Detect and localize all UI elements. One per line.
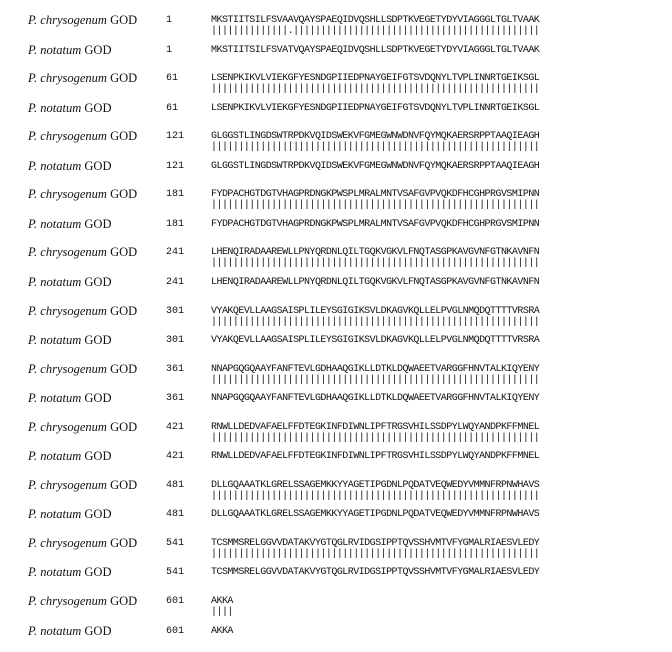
notatum-genus: P.: [28, 507, 38, 522]
notatum-sequence: TCSMMSRELGGVVDATAKVYGTQGLRVIDGSIPPTQVSSHVMTVFYGMALRIAESVLEDY: [211, 567, 540, 579]
notatum-sequence: DLLGQAAATKLGRELSSAGEMKKYYAGETIPGDNLPQDATVEQWEDYVMMNFRPNWHAVS: [211, 509, 540, 521]
chrysogenum-position: 421: [166, 421, 185, 433]
notatum-sequence: RNWLLDEDVAFAELFFDTEGKINFDIWNLIPFTRGSVHILSSDPYLWQYANDPKFFMNEL: [211, 451, 540, 463]
notatum-species: notatum: [40, 507, 82, 522]
chrysogenum-protein: GOD: [110, 477, 138, 492]
chrysogenum-organism-label: [28, 244, 137, 260]
chrysogenum-genus: P.: [28, 129, 38, 144]
notatum-position: 301: [166, 335, 185, 346]
notatum-species: notatum: [40, 333, 82, 347]
match-line: ||||||||||||||||||||||||||||||||||||||||||||||||||||||||||||: [211, 432, 540, 444]
notatum-row: [0, 390, 672, 406]
match-line: ||||||||||||||||||||||||||||||||||||||||||||||||||||||||||||: [211, 84, 540, 96]
chrysogenum-sequence: VYAKQEVLLAAGSAISPLILEYSGIGIKSVLDKAGVKQLLELPVGLNMQDQTTTTVRSRA: [211, 305, 540, 317]
chrysogenum-position: 301: [166, 305, 185, 317]
notatum-genus: P.: [28, 449, 38, 464]
chrysogenum-species: chrysogenum: [40, 361, 107, 376]
notatum-species: notatum: [40, 565, 82, 580]
notatum-protein: GOD: [84, 333, 112, 347]
notatum-organism-label: [28, 274, 111, 290]
notatum-row: [0, 623, 672, 639]
notatum-position: 121: [166, 160, 185, 172]
chrysogenum-species: chrysogenum: [40, 477, 107, 492]
notatum-sequence: MKSTIITSILFSVATVQAYSPAEQIDVQSHLLSDPTKVEGETYDYVIAGGGLTGLTVAAK: [211, 44, 540, 56]
chrysogenum-organism-label: [28, 419, 137, 435]
chrysogenum-position: 481: [166, 479, 185, 491]
chrysogenum-organism-label: [28, 70, 137, 86]
chrysogenum-organism-label: [28, 303, 137, 319]
notatum-organism-label: [28, 42, 111, 58]
chrysogenum-protein: GOD: [110, 419, 138, 434]
chrysogenum-species: chrysogenum: [40, 187, 107, 202]
chrysogenum-organism-label: [28, 186, 137, 202]
chrysogenum-sequence: NNAPGQGQAAYFANFTEVLGDHAAQGIKLLDTKLDQWAEETVARGGFHNVTALKIQYENY: [211, 363, 540, 375]
notatum-organism-label: [28, 158, 111, 174]
notatum-protein: GOD: [84, 274, 112, 289]
chrysogenum-sequence: FYDPACHGTDGTVHAGPRDNGKPWSPLMRALMNTVSAFGVPVQKDFHCGHPRGVSMIPNN: [211, 189, 540, 201]
notatum-row: [0, 42, 672, 58]
chrysogenum-organism-label: [28, 477, 137, 493]
notatum-species: notatum: [40, 391, 82, 406]
chrysogenum-position: 121: [166, 131, 185, 143]
chrysogenum-sequence: RNWLLDEDVAFAELFFDTEGKINFDIWNLIPFTRGSVHILSSDPYLWQYANDPKFFMNEL: [211, 421, 540, 433]
chrysogenum-protein: GOD: [110, 594, 138, 608]
chrysogenum-genus: P.: [28, 303, 38, 318]
notatum-row: [0, 216, 672, 232]
notatum-organism-label: [28, 332, 111, 348]
chrysogenum-sequence: DLLGQAAATKLGRELSSAGEMKKYYAGETIPGDNLPQDATVEQWEDYVMMNFRPNWHAVS: [211, 479, 540, 491]
notatum-genus: P.: [28, 623, 38, 638]
notatum-position: 481: [166, 509, 185, 521]
notatum-organism-label: [28, 564, 111, 580]
notatum-organism-label: [28, 390, 111, 406]
chrysogenum-protein: GOD: [110, 361, 138, 376]
notatum-row: [0, 564, 672, 580]
notatum-row: [0, 158, 672, 174]
chrysogenum-position: 541: [166, 537, 185, 549]
notatum-protein: GOD: [84, 158, 112, 173]
notatum-protein: GOD: [84, 507, 112, 522]
chrysogenum-position: 601: [166, 596, 185, 607]
chrysogenum-organism-label: [28, 535, 137, 551]
chrysogenum-genus: P.: [28, 13, 38, 27]
chrysogenum-position: 181: [166, 189, 185, 201]
chrysogenum-species: chrysogenum: [40, 535, 107, 550]
notatum-sequence: VYAKQEVLLAAGSAISPLILEYSGIGIKSVLDKAGVKQLLELPVGLNMQDQTTTTVRSRA: [211, 335, 540, 346]
match-line: ||||||||||||||.|||||||||||||||||||||||||||||||||||||||||||||: [211, 26, 540, 37]
notatum-position: 541: [166, 567, 185, 579]
notatum-genus: P.: [28, 216, 38, 231]
notatum-row: [0, 448, 672, 464]
match-line: ||||||||||||||||||||||||||||||||||||||||||||||||||||||||||||: [211, 316, 540, 328]
match-line: ||||||||||||||||||||||||||||||||||||||||||||||||||||||||||||: [211, 490, 540, 502]
chrysogenum-organism-label: [28, 12, 137, 28]
chrysogenum-genus: P.: [28, 187, 38, 202]
match-line: ||||: [211, 607, 233, 618]
notatum-organism-label: [28, 216, 111, 232]
notatum-position: 421: [166, 451, 185, 463]
chrysogenum-species: chrysogenum: [40, 594, 107, 608]
notatum-genus: P.: [28, 274, 38, 289]
chrysogenum-organism-label: [28, 593, 137, 609]
notatum-sequence: GLGGSTLINGDSWTRPDKVQIDSWEKVFGMEGWNWDNVFQYMQKAERSRPPTAAQIEAGH: [211, 160, 540, 172]
chrysogenum-species: chrysogenum: [40, 419, 107, 434]
notatum-species: notatum: [40, 158, 82, 173]
notatum-organism-label: [28, 623, 111, 639]
notatum-genus: P.: [28, 100, 38, 115]
chrysogenum-sequence: MKSTIITSILFSVAAVQAYSPAEQIDVQSHLLSDPTKVEGETYDYVIAGGGLTGLTVAAK: [211, 15, 540, 26]
notatum-sequence: LHENQIRADAAREWLLPNYQRDNLQILTGQKVGKVLFNQTASGPKAVGVNFGTNKAVNFN: [211, 276, 540, 288]
notatum-genus: P.: [28, 158, 38, 173]
chrysogenum-position: 241: [166, 247, 185, 259]
chrysogenum-protein: GOD: [110, 129, 138, 144]
chrysogenum-genus: P.: [28, 245, 38, 260]
notatum-position: 1: [166, 44, 173, 56]
chrysogenum-genus: P.: [28, 594, 38, 608]
notatum-organism-label: [28, 448, 111, 464]
chrysogenum-genus: P.: [28, 71, 38, 86]
notatum-protein: GOD: [84, 100, 112, 115]
chrysogenum-sequence: LHENQIRADAAREWLLPNYQRDNLQILTGQKVGKVLFNQTASGPKAVGVNFGTNKAVNFN: [211, 247, 540, 259]
chrysogenum-row: [0, 593, 672, 609]
notatum-species: notatum: [40, 42, 82, 57]
chrysogenum-species: chrysogenum: [40, 303, 107, 318]
notatum-protein: GOD: [84, 449, 112, 464]
match-line: ||||||||||||||||||||||||||||||||||||||||||||||||||||||||||||: [211, 548, 540, 560]
notatum-row: [0, 100, 672, 116]
chrysogenum-sequence: AKKA: [211, 596, 233, 607]
match-line: ||||||||||||||||||||||||||||||||||||||||||||||||||||||||||||: [211, 200, 540, 212]
notatum-position: 61: [166, 102, 179, 114]
notatum-protein: GOD: [84, 565, 112, 580]
chrysogenum-genus: P.: [28, 419, 38, 434]
chrysogenum-genus: P.: [28, 477, 38, 492]
notatum-genus: P.: [28, 333, 38, 347]
notatum-protein: GOD: [84, 216, 112, 231]
notatum-species: notatum: [40, 449, 82, 464]
match-line: ||||||||||||||||||||||||||||||||||||||||||||||||||||||||||||: [211, 258, 540, 270]
notatum-organism-label: [28, 506, 111, 522]
chrysogenum-protein: GOD: [110, 535, 138, 550]
chrysogenum-sequence: TCSMMSRELGGVVDATAKVYGTQGLRVIDGSIPPTQVSSHVMTVFYGMALRIAESVLEDY: [211, 537, 540, 549]
notatum-protein: GOD: [84, 623, 112, 638]
notatum-species: notatum: [40, 274, 82, 289]
notatum-genus: P.: [28, 42, 38, 57]
chrysogenum-protein: GOD: [110, 71, 138, 86]
notatum-organism-label: [28, 100, 111, 116]
notatum-row: [0, 506, 672, 522]
notatum-genus: P.: [28, 391, 38, 406]
chrysogenum-genus: P.: [28, 535, 38, 550]
notatum-sequence: FYDPACHGTDGTVHAGPRDNGKPWSPLMRALMNTVSAFGVPVQKDFHCGHPRGVSMIPNN: [211, 218, 540, 230]
chrysogenum-species: chrysogenum: [40, 245, 107, 260]
chrysogenum-sequence: GLGGSTLINGDSWTRPDKVQIDSWEKVFGMEGWNWDNVFQYMQKAERSRPPTAAQIEAGH: [211, 131, 540, 143]
chrysogenum-protein: GOD: [110, 245, 138, 260]
chrysogenum-genus: P.: [28, 361, 38, 376]
chrysogenum-position: 61: [166, 73, 179, 85]
chrysogenum-organism-label: [28, 128, 137, 144]
notatum-species: notatum: [40, 623, 82, 638]
notatum-protein: GOD: [84, 391, 112, 406]
notatum-row: [0, 274, 672, 290]
chrysogenum-species: chrysogenum: [40, 13, 107, 27]
chrysogenum-protein: GOD: [110, 187, 138, 202]
notatum-species: notatum: [40, 216, 82, 231]
notatum-sequence: AKKA: [211, 625, 233, 637]
notatum-sequence: NNAPGQGQAAYFANFTEVLGDHAAQGIKLLDTKLDQWAEETVARGGFHNVTALKIQYENY: [211, 393, 540, 405]
chrysogenum-organism-label: [28, 361, 137, 377]
chrysogenum-species: chrysogenum: [40, 71, 107, 86]
match-line: ||||||||||||||||||||||||||||||||||||||||||||||||||||||||||||: [211, 374, 540, 386]
notatum-sequence: LSENPKIKVLVIEKGFYESNDGPIIEDPNAYGEIFGTSVDQNYLTVPLINNRTGEIKSGL: [211, 102, 540, 114]
notatum-position: 241: [166, 276, 185, 288]
chrysogenum-position: 361: [166, 363, 185, 375]
notatum-row: [0, 332, 672, 348]
match-line: ||||||||||||||||||||||||||||||||||||||||||||||||||||||||||||: [211, 142, 540, 154]
chrysogenum-position: 1: [166, 15, 173, 26]
chrysogenum-protein: GOD: [110, 303, 138, 318]
notatum-genus: P.: [28, 565, 38, 580]
notatum-protein: GOD: [84, 42, 112, 57]
chrysogenum-species: chrysogenum: [40, 129, 107, 144]
chrysogenum-sequence: LSENPKIKVLVIEKGFYESNDGPIIEDPNAYGEIFGTSVDQNYLTVPLINNRTGEIKSGL: [211, 73, 540, 85]
notatum-position: 181: [166, 218, 185, 230]
notatum-position: 361: [166, 393, 185, 405]
chrysogenum-protein: GOD: [110, 13, 138, 27]
notatum-species: notatum: [40, 100, 82, 115]
notatum-position: 601: [166, 625, 185, 637]
